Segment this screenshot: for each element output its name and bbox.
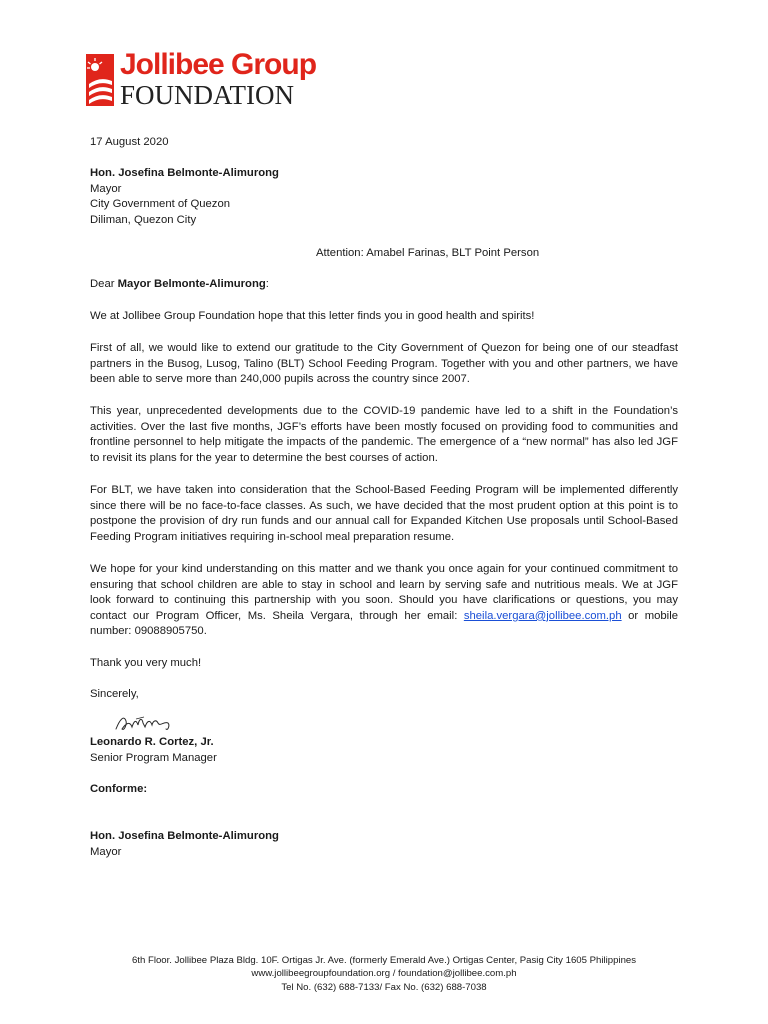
recipient-title: Mayor xyxy=(90,182,122,195)
paragraph-5-text: We hope for your kind understanding on this matter and we thank you once again for your continued commitment to ensuring that school children are able to stay in school and learn by serving safe and nutritious meals. We at JGF look forward to continuing this partnership with you soon. Should you have clarifications or questions, you may contact our Program Officer, Ms. Sheila Vergara, through her email: xyxy=(90,563,678,622)
conforme-label: Conforme: xyxy=(90,783,148,795)
letterhead-footer xyxy=(0,954,768,994)
paragraph-5 xyxy=(90,562,678,640)
conforme-title: Mayor xyxy=(90,845,122,858)
jgf-logo xyxy=(86,48,366,110)
signature-image xyxy=(112,711,182,735)
recipient-name: Hon. Josefina Belmonte-Alimurong xyxy=(90,167,279,179)
recipient-address: Diliman, Quezon City xyxy=(90,213,197,226)
paragraph-2: First of all, we would like to extend our gratitude to the City Government of Quezon for being one of our steadfast partners in the Busog, Lusog, Talino (BLT) School Feeding Program. Together with you and other partners, we have been able to serve more than 240,000 pupils across the country since 2007. xyxy=(90,342,678,386)
salutation-name: Mayor Belmonte-Alimurong xyxy=(117,278,266,290)
footer-web-email: www.jollibeegroupfoundation.org / foundation@jollibee.com.ph xyxy=(251,968,517,980)
paragraph-3: This year, unprecedented developments due to the COVID-19 pandemic have led to a shift in the Foundation’s activities. Over the last five months, JGF’s efforts have been mostly focused on providing food to communities and frontline personnel to help mitigate the impacts of the pandemic. The emergence of a “new normal” has also led JGF to revisit its plans for the year to determine the best courses of action. xyxy=(90,405,678,464)
program-officer-email-link[interactable]: sheila.vergara@jollibee.com.ph xyxy=(463,609,622,622)
thanks-line: Thank you very much! xyxy=(90,657,202,669)
recipient-block xyxy=(90,166,678,228)
recipient-org: City Government of Quezon xyxy=(90,198,231,211)
signatory-block xyxy=(90,735,678,766)
logo-name-line2: FOUNDATION xyxy=(120,80,294,110)
paragraph-5-mobile: or mobile number: 09088905750. xyxy=(90,609,678,638)
salutation-suffix: : xyxy=(265,278,269,290)
letter-date: 17 August 2020 xyxy=(90,136,169,148)
footer-phone: Tel No. (632) 688-7133/ Fax No. (632) 688-7038 xyxy=(281,981,487,993)
attention-line: Attention: Amabel Farinas, BLT Point Person xyxy=(316,247,540,259)
salutation xyxy=(90,277,678,293)
conforme-name: Hon. Josefina Belmonte-Alimurong xyxy=(90,830,279,842)
footer-address: 6th Floor. Jollibee Plaza Bldg. 10F. Ortigas Jr. Ave. (formerly Emerald Ave.) Ortigas Center, Pasig City 1605 Philippines xyxy=(131,955,637,966)
signatory-name: Leonardo R. Cortez, Jr. xyxy=(90,736,214,748)
jgf-logo-mark-icon xyxy=(86,54,114,106)
paragraph-4: For BLT, we have taken into consideration that the School-Based Feeding Program will be implemented differently since there will be no face-to-face classes. As such, we have decided that the most prudent option at this point is to postpone the provision of dry run funds and our annual call for Expanded Kitchen Use proposals until School-Based Feeding Program initiatives requiring in-school meal preparation resume. xyxy=(90,484,678,543)
closing-line: Sincerely, xyxy=(90,688,139,700)
signatory-title: Senior Program Manager xyxy=(90,751,217,764)
conforme-block xyxy=(90,829,678,860)
logo-name-line1: Jollibee Group xyxy=(120,48,317,81)
salutation-prefix: Dear xyxy=(90,278,118,290)
paragraph-1: We at Jollibee Group Foundation hope that this letter finds you in good health and spirits! xyxy=(90,310,535,322)
